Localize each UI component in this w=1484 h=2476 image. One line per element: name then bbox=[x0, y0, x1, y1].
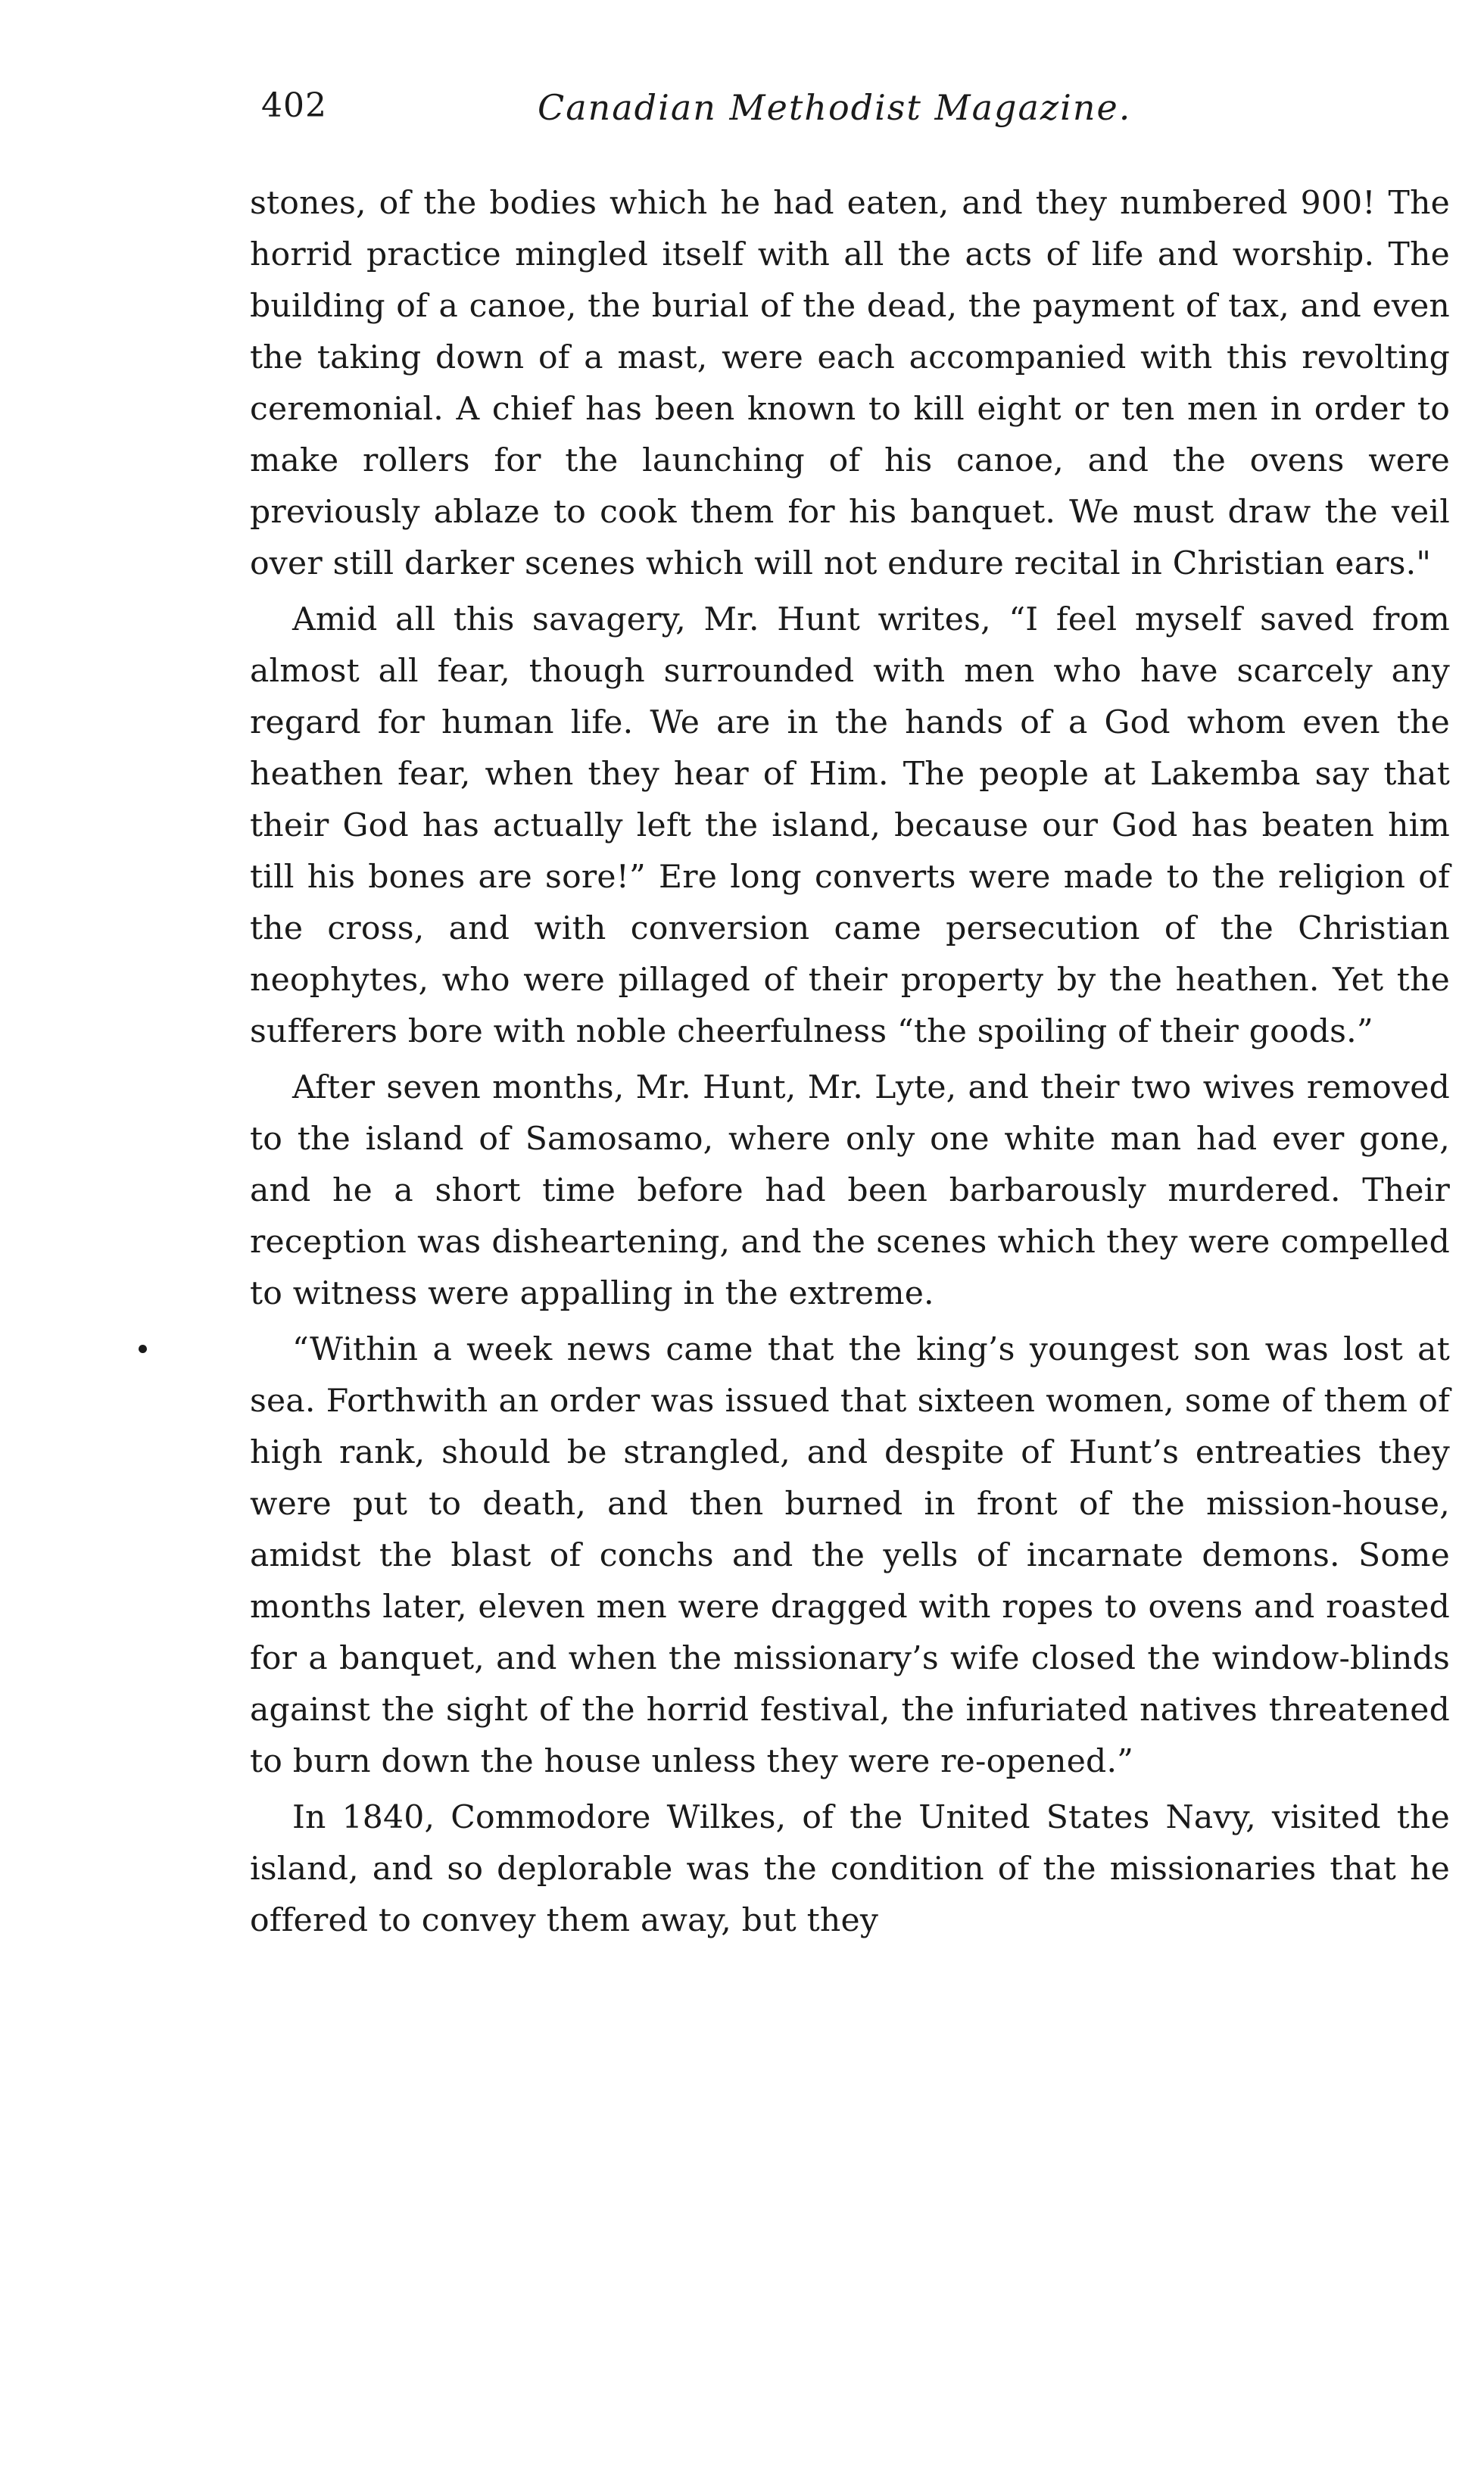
paragraph-continued: stones, of the bodies which he had eaten, and they numbered 900! The horrid practice mingled itself with all the acts of life and worship. The building of a canoe, the burial of the dead, the payment of tax, and even the taking down of a mast, were each accompanied with this revolting ceremonial. A chief has been known to kill eight or ten men in order to make rollers for the launching of his canoe, and the ovens were previously ablaze to cook them for his banquet. We must draw the veil over still darker scenes which will not endure recital in Christian ears." bbox=[250, 185, 1450, 582]
margin-speck bbox=[139, 1345, 147, 1353]
page-number: 402 bbox=[261, 86, 327, 125]
paragraph-samosamo: After seven months, Mr. Hunt, Mr. Lyte, and their two wives removed to the island of Samosamo, where only one white man had ever gone, and he a short time before had been barbarously murdered. Their reception was disheartening, and the scenes which they were compelled to witness were appalling in the extreme. bbox=[250, 1069, 1450, 1312]
paragraph-commodore-wilkes: In 1840, Commodore Wilkes, of the United States Navy, visited the island, and so deplorable was the condition of the missionaries that he offered to convey them away, but they bbox=[250, 1799, 1450, 1939]
body-text bbox=[250, 178, 1450, 1951]
paragraph-quoted-account: “Within a week news came that the king’s youngest son was lost at sea. Forthwith an order was issued that sixteen women, some of them of high rank, should be strangled, and despite of Hunt’s entreaties they were put to death, and then burned in front of the mission-house, amidst the blast of conchs and the yells of incarnate demons. Some months later, eleven men were dragged with ropes to ovens and roasted for a banquet, and when the missionary’s wife closed the window-blinds against the sight of the horrid festival, the infuriated natives threatened to burn down the house unless they were re-opened.” bbox=[250, 1331, 1450, 1780]
paragraph-hunt-writes: Amid all this savagery, Mr. Hunt writes, “I feel myself saved from almost all fear, though surrounded with men who have scarcely any regard for human life. We are in the hands of a God whom even the heathen fear, when they hear of Him. The people at Lakemba say that their God has actually left the island, because our God has beaten him till his bones are sore!” Ere long converts were made to the religion of the cross, and with conversion came persecution of the Christian neophytes, who were pillaged of their property by the heathen. Yet the sufferers bore with noble cheerfulness “the spoiling of their goods.” bbox=[250, 601, 1450, 1050]
journal-title: Canadian Methodist Magazine. bbox=[538, 87, 1132, 128]
running-head bbox=[261, 83, 1450, 151]
